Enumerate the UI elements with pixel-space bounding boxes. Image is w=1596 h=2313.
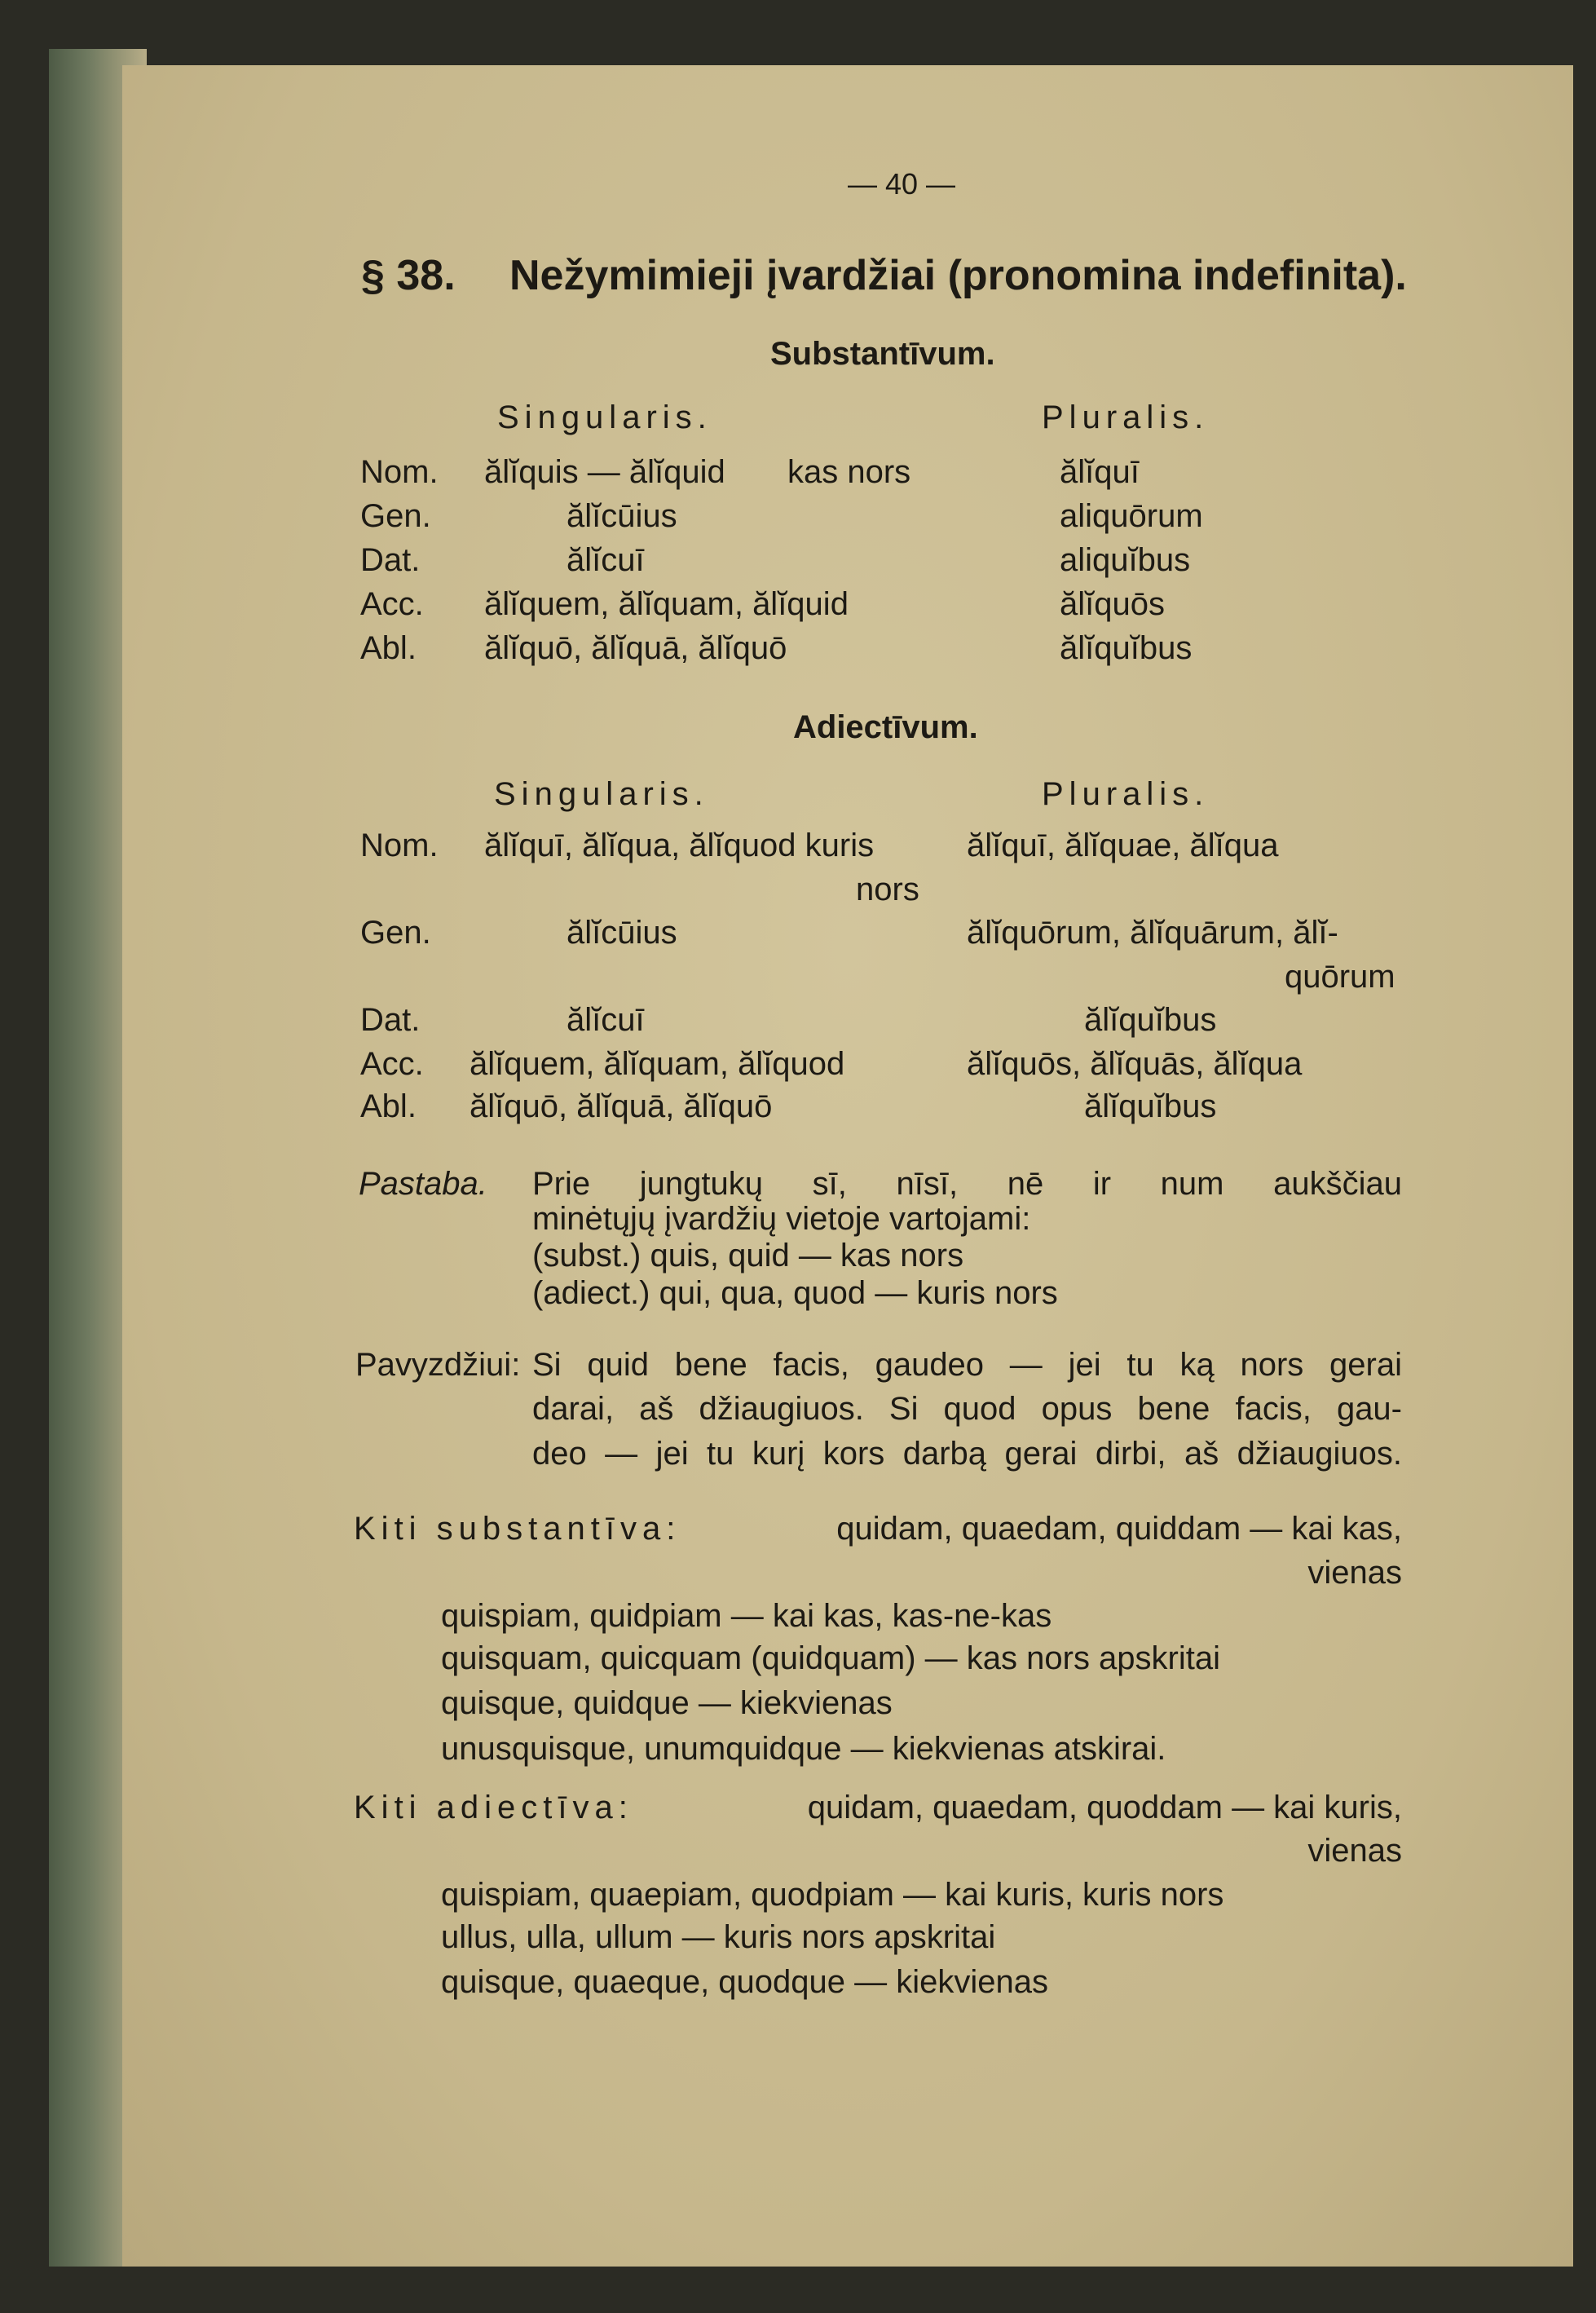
case-label: Nom. [360, 828, 439, 863]
other-substantiva-label: Kiti substantīva: [354, 1511, 681, 1547]
other-substantiva-line: quisquam, quicquam (quidquam) — kas nors apskritai [441, 1640, 1220, 1676]
other-substantiva-first: quidam, quaedam, quiddam — kai kas, [836, 1511, 1402, 1547]
singular-form: ălĭquem, ălĭquam, ălĭquid [484, 586, 849, 622]
substantivum-heading: Substantīvum. [770, 336, 995, 372]
other-adiectiva-first: quidam, quaedam, quoddam — kai kuris, [807, 1790, 1402, 1825]
other-substantiva-first-cont: vienas [1307, 1555, 1402, 1591]
singular-form: ălĭquō, ălĭquā, ălĭquō [484, 630, 787, 666]
plural-form: ălĭquōs, ălĭquās, ălĭqua [967, 1046, 1303, 1082]
adiect-singular-label: Singularis. [494, 776, 709, 812]
singular-form: ălĭquis — ălĭquid [484, 454, 725, 490]
case-label: Acc. [360, 1046, 424, 1082]
note-line: Prie jungtukų sī, nīsī, nē ir num aukščiau [532, 1166, 1402, 1202]
plural-form: ălĭquĭbus [1084, 1002, 1217, 1038]
singular-form: ălĭquem, ălĭquam, ălĭquod [470, 1046, 845, 1082]
subst-singular-label: Singularis. [497, 399, 712, 435]
plural-form: ălĭquī, ălĭquae, ălĭqua [967, 828, 1279, 863]
note-line: (subst.) quis, quid — kas nors [532, 1238, 964, 1273]
adiect-plural-label: Pluralis. [1042, 776, 1210, 812]
example-label: Pavyzdžiui: [355, 1347, 521, 1383]
section-title: Nežymimieji įvardžiai (pronomina indefinita). [509, 252, 1407, 299]
singular-form: ălĭquī, ălĭqua, ălĭquod kuris [484, 828, 875, 863]
gloss: kas nors [787, 454, 911, 490]
adiectivum-heading: Adiectīvum. [793, 709, 978, 745]
case-label: Abl. [360, 1088, 417, 1124]
case-label: Gen. [360, 915, 431, 951]
section-number: § 38. [361, 252, 456, 299]
subst-plural-label: Pluralis. [1042, 399, 1210, 435]
case-label: Dat. [360, 542, 421, 578]
plural-form: ălĭquī [1060, 454, 1140, 490]
plural-form: ălĭquĭbus [1060, 630, 1193, 666]
case-label: Nom. [360, 454, 439, 490]
note-line: (adiect.) qui, qua, quod — kuris nors [532, 1275, 1058, 1311]
other-adiectiva-first-cont: vienas [1307, 1833, 1402, 1869]
singular-form: ălĭquō, ălĭquā, ălĭquō [470, 1088, 773, 1124]
page-number: — 40 — [848, 167, 956, 201]
plural-form-cont: quōrum [1285, 959, 1395, 995]
singular-form: ălĭcūius [567, 498, 677, 534]
other-substantiva-line: unusquisque, unumquidque — kiekvienas atskirai. [441, 1731, 1166, 1767]
plural-form: ălĭquōs [1060, 586, 1165, 622]
other-adiectiva-label: Kiti adiectīva: [354, 1790, 633, 1825]
example-line: darai, aš džiaugiuos. Si quod opus bene facis, gau- [532, 1391, 1402, 1427]
note-label: Pastaba. [359, 1166, 487, 1202]
singular-form: ălĭcūius [567, 915, 677, 951]
note-line: minėtųjų įvardžių vietoje vartojami: [532, 1201, 1031, 1237]
plural-form: ălĭquōrum, ălĭquārum, ălĭ- [967, 915, 1338, 951]
other-substantiva-line: quisque, quidque — kiekvienas [441, 1685, 893, 1721]
other-adiectiva-line: quisque, quaeque, quodque — kiekvienas [441, 1964, 1048, 2000]
case-label: Acc. [360, 586, 424, 622]
plural-form: ălĭquĭbus [1084, 1088, 1217, 1124]
plural-form: aliquōrum [1060, 498, 1203, 534]
plural-form: aliquĭbus [1060, 542, 1191, 578]
singular-form: ălĭcuī [567, 1002, 645, 1038]
singular-form: ălĭcuī [567, 542, 645, 578]
case-label: Gen. [360, 498, 431, 534]
other-substantiva-line: quispiam, quidpiam — kai kas, kas-ne-kas [441, 1598, 1052, 1634]
other-adiectiva-line: ullus, ulla, ullum — kuris nors apskritai [441, 1919, 996, 1955]
example-line: deo — jei tu kurį kors darbą gerai dirbi, aš džiaugiuos. [532, 1436, 1402, 1472]
case-label: Dat. [360, 1002, 421, 1038]
case-label: Abl. [360, 630, 417, 666]
other-adiectiva-line: quispiam, quaepiam, quodpiam — kai kuris, kuris nors [441, 1877, 1224, 1913]
example-line: Si quid bene facis, gaudeo — jei tu ką nors gerai [532, 1347, 1402, 1383]
singular-form-cont: nors [856, 872, 919, 907]
